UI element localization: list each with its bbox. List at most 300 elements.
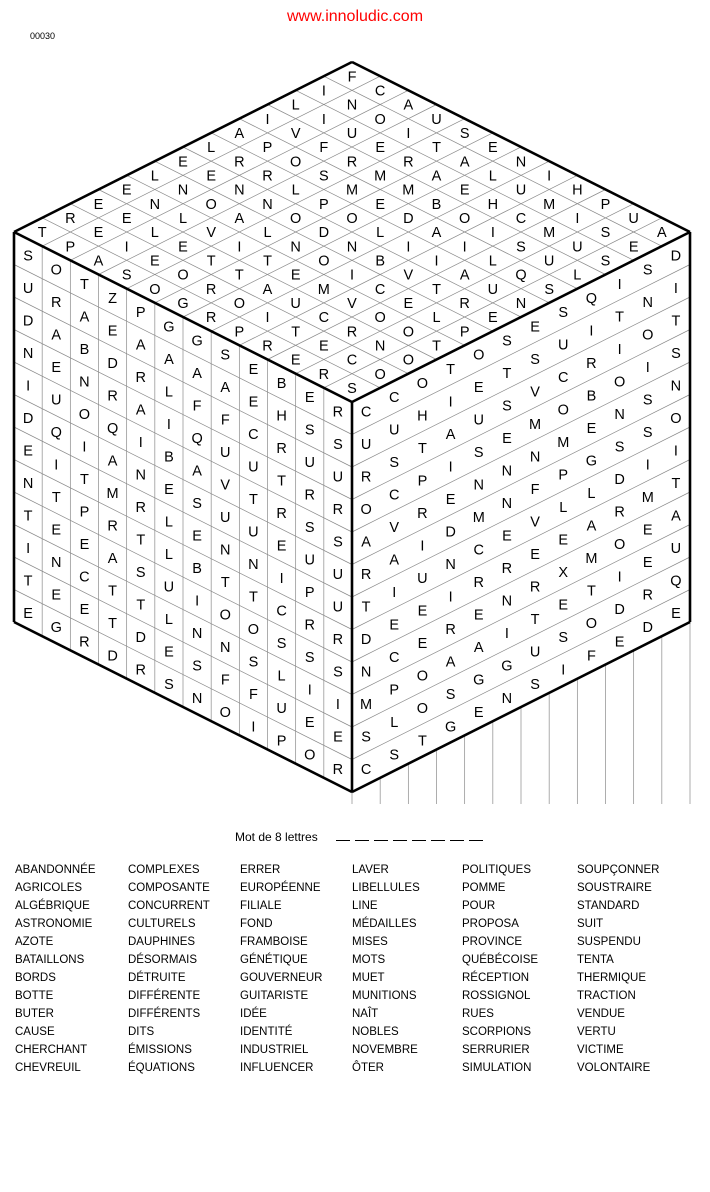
word-item[interactable]: TRACTION bbox=[577, 990, 636, 1002]
word-item[interactable]: INDUSTRIEL bbox=[240, 1044, 309, 1056]
cube-letter[interactable]: V bbox=[530, 514, 540, 531]
cube-letter[interactable]: I bbox=[251, 719, 256, 736]
cube-letter[interactable]: O bbox=[585, 616, 598, 633]
cube-letter[interactable]: V bbox=[206, 225, 217, 242]
word-item[interactable]: FRAMBOISE bbox=[240, 936, 308, 948]
cube-letter[interactable]: R bbox=[51, 295, 62, 312]
cube-letter[interactable]: E bbox=[51, 587, 62, 604]
cube-letter[interactable]: N bbox=[234, 182, 245, 199]
cube-letter[interactable]: E bbox=[642, 522, 653, 539]
cube-letter[interactable]: U bbox=[220, 445, 231, 462]
cube-letter[interactable]: Z bbox=[108, 291, 118, 308]
cube-letter[interactable]: T bbox=[432, 338, 441, 355]
cube-letter[interactable]: B bbox=[276, 376, 287, 393]
answer-blank[interactable] bbox=[374, 829, 388, 841]
cube-letter[interactable]: N bbox=[149, 196, 161, 213]
cube-letter[interactable]: G bbox=[191, 333, 203, 350]
cube-letter[interactable]: T bbox=[615, 309, 625, 326]
cube-letter[interactable]: O bbox=[346, 211, 358, 228]
cube-letter[interactable]: T bbox=[291, 324, 301, 341]
cube-letter[interactable]: U bbox=[51, 392, 62, 409]
word-item[interactable]: MÉDAILLES bbox=[352, 918, 417, 930]
word-item[interactable]: THERMIQUE bbox=[577, 972, 646, 984]
cube-letter[interactable]: A bbox=[51, 327, 62, 344]
word-item[interactable]: DIFFÉRENTE bbox=[128, 990, 201, 1002]
cube-letter[interactable]: N bbox=[135, 467, 146, 484]
cube-letter[interactable]: O bbox=[304, 747, 316, 764]
cube-letter[interactable]: L bbox=[164, 611, 173, 628]
cube-letter[interactable]: E bbox=[318, 338, 329, 355]
cube-letter[interactable]: E bbox=[558, 597, 569, 614]
cube-letter[interactable]: I bbox=[321, 83, 326, 100]
word-item[interactable]: CONCURRENT bbox=[128, 900, 210, 912]
cube-letter[interactable]: T bbox=[502, 366, 512, 383]
cube-letter[interactable]: C bbox=[248, 426, 259, 443]
cube-letter[interactable]: D bbox=[614, 601, 625, 618]
word-item[interactable]: ROSSIGNOL bbox=[462, 990, 531, 1002]
cube-letter[interactable]: E bbox=[671, 606, 681, 623]
cube-letter[interactable]: S bbox=[671, 346, 681, 363]
cube-letter[interactable]: B bbox=[586, 388, 597, 405]
cube-letter[interactable]: O bbox=[416, 701, 429, 718]
cube-letter[interactable]: R bbox=[642, 587, 653, 604]
cube-letter[interactable]: E bbox=[417, 603, 428, 620]
cube-letter[interactable]: E bbox=[473, 607, 484, 624]
cube-letter[interactable]: F bbox=[319, 140, 329, 157]
cube-letter[interactable]: T bbox=[37, 225, 47, 242]
cube-letter[interactable]: N bbox=[360, 664, 372, 681]
cube-letter[interactable]: R bbox=[473, 575, 484, 592]
cube-letter[interactable]: I bbox=[575, 211, 580, 228]
cube-letter[interactable]: A bbox=[671, 508, 681, 525]
word-item[interactable]: BATAILLONS bbox=[15, 954, 85, 966]
cube-letter[interactable]: V bbox=[290, 126, 301, 143]
cube-letter[interactable]: L bbox=[277, 668, 286, 685]
cube-letter[interactable]: P bbox=[234, 324, 245, 341]
cube-letter[interactable]: R bbox=[276, 441, 287, 458]
cube-letter[interactable]: T bbox=[108, 583, 118, 600]
cube-letter[interactable]: D bbox=[22, 313, 34, 330]
cube-letter[interactable]: G bbox=[163, 319, 175, 336]
cube-letter[interactable]: T bbox=[671, 476, 681, 493]
word-item[interactable]: VOLONTAIRE bbox=[577, 1062, 651, 1074]
cube-letter[interactable]: O bbox=[374, 366, 386, 383]
cube-letter[interactable]: M bbox=[543, 196, 556, 213]
cube-letter[interactable]: E bbox=[628, 239, 639, 256]
cube-letter[interactable]: F bbox=[220, 412, 230, 429]
cube-letter[interactable]: A bbox=[192, 366, 202, 383]
cube-letter[interactable]: A bbox=[135, 402, 146, 419]
cube-letter[interactable]: M bbox=[472, 510, 485, 527]
cube-letter[interactable]: S bbox=[192, 658, 202, 675]
cube-letter[interactable]: A bbox=[361, 534, 371, 551]
cube-letter[interactable]: D bbox=[445, 524, 456, 541]
cube-letter[interactable]: E bbox=[79, 601, 90, 618]
cube-letter[interactable]: S bbox=[642, 425, 653, 442]
cube-letter[interactable]: O bbox=[177, 267, 189, 284]
cube-letter[interactable]: E bbox=[389, 617, 400, 634]
cube-letter[interactable]: N bbox=[220, 640, 231, 657]
cube-letter[interactable]: E bbox=[375, 196, 386, 213]
cube-letter[interactable]: Q bbox=[50, 425, 62, 442]
cube-letter[interactable]: G bbox=[501, 658, 513, 675]
cube-letter[interactable]: L bbox=[263, 225, 272, 242]
cube-letter[interactable]: E bbox=[333, 729, 343, 746]
word-item[interactable]: DIFFÉRENTS bbox=[128, 1008, 201, 1020]
cube-letter[interactable]: T bbox=[277, 473, 287, 490]
word-item[interactable]: TENTA bbox=[577, 954, 614, 966]
cube-letter[interactable]: S bbox=[333, 534, 343, 551]
cube-letter[interactable]: I bbox=[448, 589, 453, 606]
cube-letter[interactable]: E bbox=[79, 536, 90, 553]
cube-letter[interactable]: S bbox=[276, 636, 287, 653]
word-item[interactable]: SERRURIER bbox=[462, 1044, 530, 1056]
cube-letter[interactable]: I bbox=[406, 126, 411, 143]
cube-letter[interactable]: B bbox=[79, 341, 90, 358]
cube-letter[interactable]: P bbox=[318, 196, 329, 213]
cube-letter[interactable]: N bbox=[501, 496, 513, 513]
cube-letter[interactable]: T bbox=[136, 597, 146, 614]
cube-letter[interactable]: U bbox=[360, 436, 372, 453]
cube-letter[interactable]: U bbox=[473, 412, 484, 429]
cube-letter[interactable]: R bbox=[501, 561, 513, 578]
cube-letter[interactable]: O bbox=[290, 211, 302, 228]
cube-letter[interactable]: H bbox=[417, 408, 428, 425]
cube-letter[interactable]: F bbox=[192, 398, 202, 415]
cube-letter[interactable]: V bbox=[347, 296, 357, 313]
cube-letter[interactable]: O bbox=[219, 607, 231, 624]
cube-letter[interactable]: L bbox=[376, 225, 385, 242]
cube-letter[interactable]: L bbox=[164, 514, 173, 531]
cube-letter[interactable]: B bbox=[164, 449, 174, 466]
cube-letter[interactable]: T bbox=[432, 281, 441, 298]
cube-letter[interactable]: L bbox=[587, 486, 596, 503]
cube-letter[interactable]: O bbox=[642, 327, 654, 344]
cube-letter[interactable]: D bbox=[22, 411, 34, 428]
cube-letter[interactable]: S bbox=[333, 436, 343, 453]
cube-letter[interactable]: A bbox=[459, 267, 470, 284]
cube-letter[interactable]: O bbox=[290, 154, 302, 171]
cube-letter[interactable]: N bbox=[501, 691, 513, 708]
cube-letter[interactable]: R bbox=[205, 310, 217, 327]
cube-letter[interactable]: E bbox=[93, 196, 104, 213]
cube-letter[interactable]: U bbox=[220, 510, 231, 527]
cube-letter[interactable]: N bbox=[191, 626, 203, 643]
word-item[interactable]: DÉTRUITE bbox=[128, 972, 186, 984]
cube-letter[interactable]: D bbox=[403, 211, 414, 228]
cube-letter[interactable]: M bbox=[641, 490, 654, 507]
cube-letter[interactable]: D bbox=[107, 356, 118, 373]
cube-letter[interactable]: E bbox=[445, 491, 456, 508]
cube-letter[interactable]: I bbox=[617, 341, 622, 358]
word-item[interactable]: INFLUENCER bbox=[240, 1062, 314, 1074]
cube-letter[interactable]: L bbox=[573, 267, 582, 284]
cube-letter[interactable]: R bbox=[459, 296, 470, 313]
cube-letter[interactable]: R bbox=[586, 356, 597, 373]
cube-letter[interactable]: S bbox=[558, 305, 569, 322]
cube-letter[interactable]: A bbox=[262, 281, 273, 298]
cube-letter[interactable]: Q bbox=[191, 431, 203, 448]
cube-letter[interactable]: M bbox=[374, 168, 387, 185]
word-item[interactable]: POUR bbox=[462, 900, 496, 912]
word-item[interactable]: CHERCHANT bbox=[15, 1044, 88, 1056]
cube-letter[interactable]: A bbox=[107, 551, 118, 568]
cube-letter[interactable]: R bbox=[107, 518, 118, 535]
word-item[interactable]: VICTIME bbox=[577, 1044, 624, 1056]
cube-letter[interactable]: R bbox=[332, 761, 344, 778]
cube-letter[interactable]: R bbox=[360, 469, 372, 486]
cube-letter[interactable]: R bbox=[205, 281, 217, 298]
cube-letter[interactable]: G bbox=[473, 672, 485, 689]
answer-blanks[interactable] bbox=[336, 829, 488, 844]
cube-letter[interactable]: S bbox=[304, 650, 315, 667]
answer-blank[interactable] bbox=[469, 829, 483, 841]
cube-letter[interactable]: I bbox=[645, 360, 650, 377]
cube-letter[interactable]: B bbox=[431, 196, 442, 213]
cube-letter[interactable]: E bbox=[192, 528, 202, 545]
cube-letter[interactable]: I bbox=[673, 443, 678, 460]
cube-letter[interactable]: L bbox=[291, 97, 300, 114]
cube-letter[interactable]: E bbox=[149, 253, 160, 270]
cube-letter[interactable]: U bbox=[628, 211, 639, 228]
cube-letter[interactable]: S bbox=[600, 253, 611, 270]
cube-letter[interactable]: O bbox=[459, 211, 471, 228]
cube-letter[interactable]: E bbox=[304, 715, 315, 732]
cube-letter[interactable]: F bbox=[220, 672, 230, 689]
cube-letter[interactable]: M bbox=[345, 182, 359, 199]
cube-letter[interactable]: G bbox=[177, 296, 189, 313]
cube-letter[interactable]: F bbox=[586, 648, 596, 665]
cube-letter[interactable]: D bbox=[318, 225, 330, 242]
cube-letter[interactable]: A bbox=[164, 351, 174, 368]
answer-blank[interactable] bbox=[412, 829, 426, 841]
cube-letter[interactable]: E bbox=[178, 239, 188, 256]
cube-letter[interactable]: R bbox=[79, 634, 90, 651]
cube-letter[interactable]: E bbox=[473, 380, 484, 397]
cube-letter[interactable]: F bbox=[248, 686, 258, 703]
cube-letter[interactable]: I bbox=[307, 682, 312, 699]
cube-letter[interactable]: I bbox=[392, 585, 397, 602]
cube-letter[interactable]: N bbox=[220, 542, 231, 559]
word-item[interactable]: BORDS bbox=[15, 972, 56, 984]
cube-letter[interactable]: I bbox=[462, 239, 467, 256]
cube-letter[interactable]: N bbox=[473, 477, 484, 494]
cube-letter[interactable]: D bbox=[135, 630, 146, 647]
cube-letter[interactable]: E bbox=[502, 431, 512, 448]
cube-letter[interactable]: U bbox=[248, 524, 259, 541]
cube-letter[interactable]: C bbox=[318, 310, 330, 327]
cube-letter[interactable]: E bbox=[23, 443, 33, 460]
cube-letter[interactable]: O bbox=[613, 536, 626, 553]
cube-letter[interactable]: O bbox=[149, 281, 161, 298]
cube-letter[interactable]: S bbox=[502, 398, 512, 415]
cube-letter[interactable]: E bbox=[558, 532, 569, 549]
word-item[interactable]: ABANDONNÉE bbox=[15, 864, 96, 876]
cube-letter[interactable]: Q bbox=[670, 573, 682, 590]
word-item[interactable]: CHEVREUIL bbox=[15, 1062, 81, 1074]
cube-letter[interactable]: I bbox=[504, 626, 509, 643]
cube-letter[interactable]: D bbox=[107, 648, 118, 665]
cube-letter[interactable]: E bbox=[121, 182, 132, 199]
cube-letter[interactable]: R bbox=[614, 504, 625, 521]
cube-letter[interactable]: T bbox=[417, 733, 427, 750]
site-url[interactable]: www.innoludic.com bbox=[286, 8, 424, 25]
cube-letter[interactable]: U bbox=[515, 182, 527, 199]
cube-letter[interactable]: D bbox=[670, 248, 682, 265]
word-item[interactable]: STANDARD bbox=[577, 900, 640, 912]
cube-letter[interactable]: A bbox=[656, 225, 667, 242]
cube-letter[interactable]: S bbox=[164, 676, 174, 693]
cube-letter[interactable]: I bbox=[448, 459, 453, 476]
word-item[interactable]: COMPOSANTE bbox=[128, 882, 210, 894]
cube-letter[interactable]: E bbox=[276, 538, 287, 555]
cube-letter[interactable]: U bbox=[389, 422, 400, 439]
word-item[interactable]: MISES bbox=[352, 936, 388, 948]
cube-letter[interactable]: T bbox=[206, 253, 216, 270]
cube-letter[interactable]: A bbox=[107, 453, 118, 470]
cube-letter[interactable]: N bbox=[22, 346, 34, 363]
cube-letter[interactable]: E bbox=[375, 140, 386, 157]
cube-letter[interactable]: L bbox=[291, 182, 300, 199]
cube-letter[interactable]: S bbox=[459, 126, 470, 143]
cube-letter[interactable]: I bbox=[26, 378, 31, 395]
cube-letter[interactable]: U bbox=[543, 253, 555, 270]
cube-letter[interactable]: T bbox=[361, 599, 371, 616]
cube-letter[interactable]: I bbox=[138, 435, 143, 452]
word-item[interactable]: CAUSE bbox=[15, 1026, 55, 1038]
cube-letter[interactable]: T bbox=[79, 471, 89, 488]
cube-letter[interactable]: E bbox=[121, 211, 132, 228]
cube-letter[interactable]: C bbox=[515, 211, 527, 228]
cube-letter[interactable]: C bbox=[360, 761, 372, 778]
cube-letter[interactable]: E bbox=[164, 481, 174, 498]
cube-letter[interactable]: O bbox=[318, 253, 330, 270]
cube-letter[interactable]: C bbox=[79, 569, 90, 586]
word-item[interactable]: PROPOSA bbox=[462, 918, 519, 930]
cube-letter[interactable]: U bbox=[276, 701, 287, 718]
cube-letter[interactable]: R bbox=[65, 211, 76, 228]
cube-letter[interactable]: U bbox=[22, 281, 34, 298]
cube-letter[interactable]: O bbox=[374, 111, 386, 128]
cube-letter[interactable]: U bbox=[431, 111, 442, 128]
answer-blank[interactable] bbox=[393, 829, 407, 841]
word-item[interactable]: AGRICOLES bbox=[15, 882, 83, 894]
cube-letter[interactable]: C bbox=[374, 281, 386, 298]
cube-letter[interactable]: O bbox=[613, 374, 626, 391]
cube-letter[interactable]: S bbox=[121, 267, 132, 284]
cube-letter[interactable]: R bbox=[403, 154, 414, 171]
answer-blank[interactable] bbox=[336, 829, 350, 841]
cube-letter[interactable]: E bbox=[586, 421, 597, 438]
word-item[interactable]: GÉNÉTIQUE bbox=[240, 954, 308, 966]
cube-letter[interactable]: N bbox=[374, 338, 386, 355]
cube-letter[interactable]: P bbox=[276, 733, 287, 750]
cube-letter[interactable]: E bbox=[304, 390, 315, 407]
cube-letter[interactable]: M bbox=[106, 486, 119, 503]
word-item[interactable]: FOND bbox=[240, 918, 273, 930]
cube-letter[interactable]: R bbox=[262, 168, 273, 185]
answer-blank[interactable] bbox=[355, 829, 369, 841]
word-item[interactable]: LINE bbox=[352, 900, 378, 912]
cube-letter[interactable]: O bbox=[416, 376, 429, 393]
cube-letter[interactable]: I bbox=[237, 239, 242, 256]
cube-letter[interactable]: O bbox=[233, 296, 245, 313]
cube-letter[interactable]: R bbox=[304, 487, 315, 504]
cube-letter[interactable]: E bbox=[530, 319, 540, 336]
cube-letter[interactable]: U bbox=[332, 599, 344, 616]
cube-letter[interactable]: N bbox=[529, 449, 541, 466]
cube-letter[interactable]: E bbox=[614, 634, 625, 651]
cube-letter[interactable]: I bbox=[434, 253, 439, 270]
cube-letter[interactable]: M bbox=[557, 435, 570, 452]
cube-letter[interactable]: I bbox=[335, 696, 340, 713]
cube-letter[interactable]: I bbox=[490, 225, 495, 242]
cube-letter[interactable]: U bbox=[670, 541, 682, 558]
cube-letter[interactable]: N bbox=[248, 556, 259, 573]
cube-letter[interactable]: N bbox=[79, 374, 90, 391]
cube-letter[interactable]: L bbox=[488, 168, 497, 185]
cube-letter[interactable]: I bbox=[673, 281, 678, 298]
cube-letter[interactable]: S bbox=[248, 654, 259, 671]
cube-letter[interactable]: S bbox=[473, 445, 484, 462]
cube-letter[interactable]: N bbox=[346, 97, 358, 114]
word-item[interactable]: MUNITIONS bbox=[352, 990, 417, 1002]
cube-letter[interactable]: L bbox=[150, 168, 159, 185]
cube-letter[interactable]: E bbox=[206, 168, 217, 185]
cube-letter[interactable]: P bbox=[79, 504, 90, 521]
cube-letter[interactable]: E bbox=[51, 360, 62, 377]
cube-letter[interactable]: S bbox=[544, 281, 555, 298]
cube-letter[interactable]: H bbox=[276, 408, 287, 425]
cube-letter[interactable]: P bbox=[262, 140, 273, 157]
cube-letter[interactable]: N bbox=[501, 593, 513, 610]
cube-letter[interactable]: R bbox=[234, 154, 245, 171]
cube-letter[interactable]: E bbox=[290, 267, 301, 284]
cube-letter[interactable]: O bbox=[360, 501, 372, 518]
cube-letter[interactable]: U bbox=[163, 579, 175, 596]
cube-letter[interactable]: T bbox=[23, 573, 33, 590]
cube-letter[interactable]: T bbox=[108, 616, 118, 633]
cube-letter[interactable]: I bbox=[124, 239, 129, 256]
cube-letter[interactable]: H bbox=[572, 182, 583, 199]
word-item[interactable]: VENDUE bbox=[577, 1008, 625, 1020]
cube-letter[interactable]: T bbox=[432, 140, 441, 157]
cube-letter[interactable]: R bbox=[262, 338, 273, 355]
cube-letter[interactable]: O bbox=[374, 310, 386, 327]
cube-letter[interactable]: O bbox=[247, 621, 260, 638]
cube-letter[interactable]: R bbox=[318, 366, 330, 383]
cube-letter[interactable]: S bbox=[614, 439, 625, 456]
cube-letter[interactable]: U bbox=[332, 469, 344, 486]
cube-letter[interactable]: E bbox=[459, 182, 470, 199]
cube-letter[interactable]: R bbox=[346, 324, 358, 341]
word-item[interactable]: RUES bbox=[462, 1008, 494, 1020]
cube-letter[interactable]: N bbox=[642, 295, 653, 312]
cube-letter[interactable]: U bbox=[290, 296, 301, 313]
cube-letter[interactable]: S bbox=[304, 422, 315, 439]
cube-letter[interactable]: S bbox=[530, 676, 540, 693]
cube-letter[interactable]: L bbox=[390, 715, 399, 732]
cube-letter[interactable]: T bbox=[530, 611, 540, 628]
cube-letter[interactable]: N bbox=[445, 556, 456, 573]
cube-letter[interactable]: V bbox=[220, 477, 231, 494]
cube-letter[interactable]: A bbox=[473, 640, 484, 657]
cube-letter[interactable]: Q bbox=[515, 267, 527, 284]
cube-letter[interactable]: R bbox=[332, 501, 344, 518]
cube-letter[interactable]: T bbox=[220, 575, 230, 592]
cube-letter[interactable]: A bbox=[135, 337, 146, 354]
cube-letter[interactable]: N bbox=[51, 555, 62, 572]
